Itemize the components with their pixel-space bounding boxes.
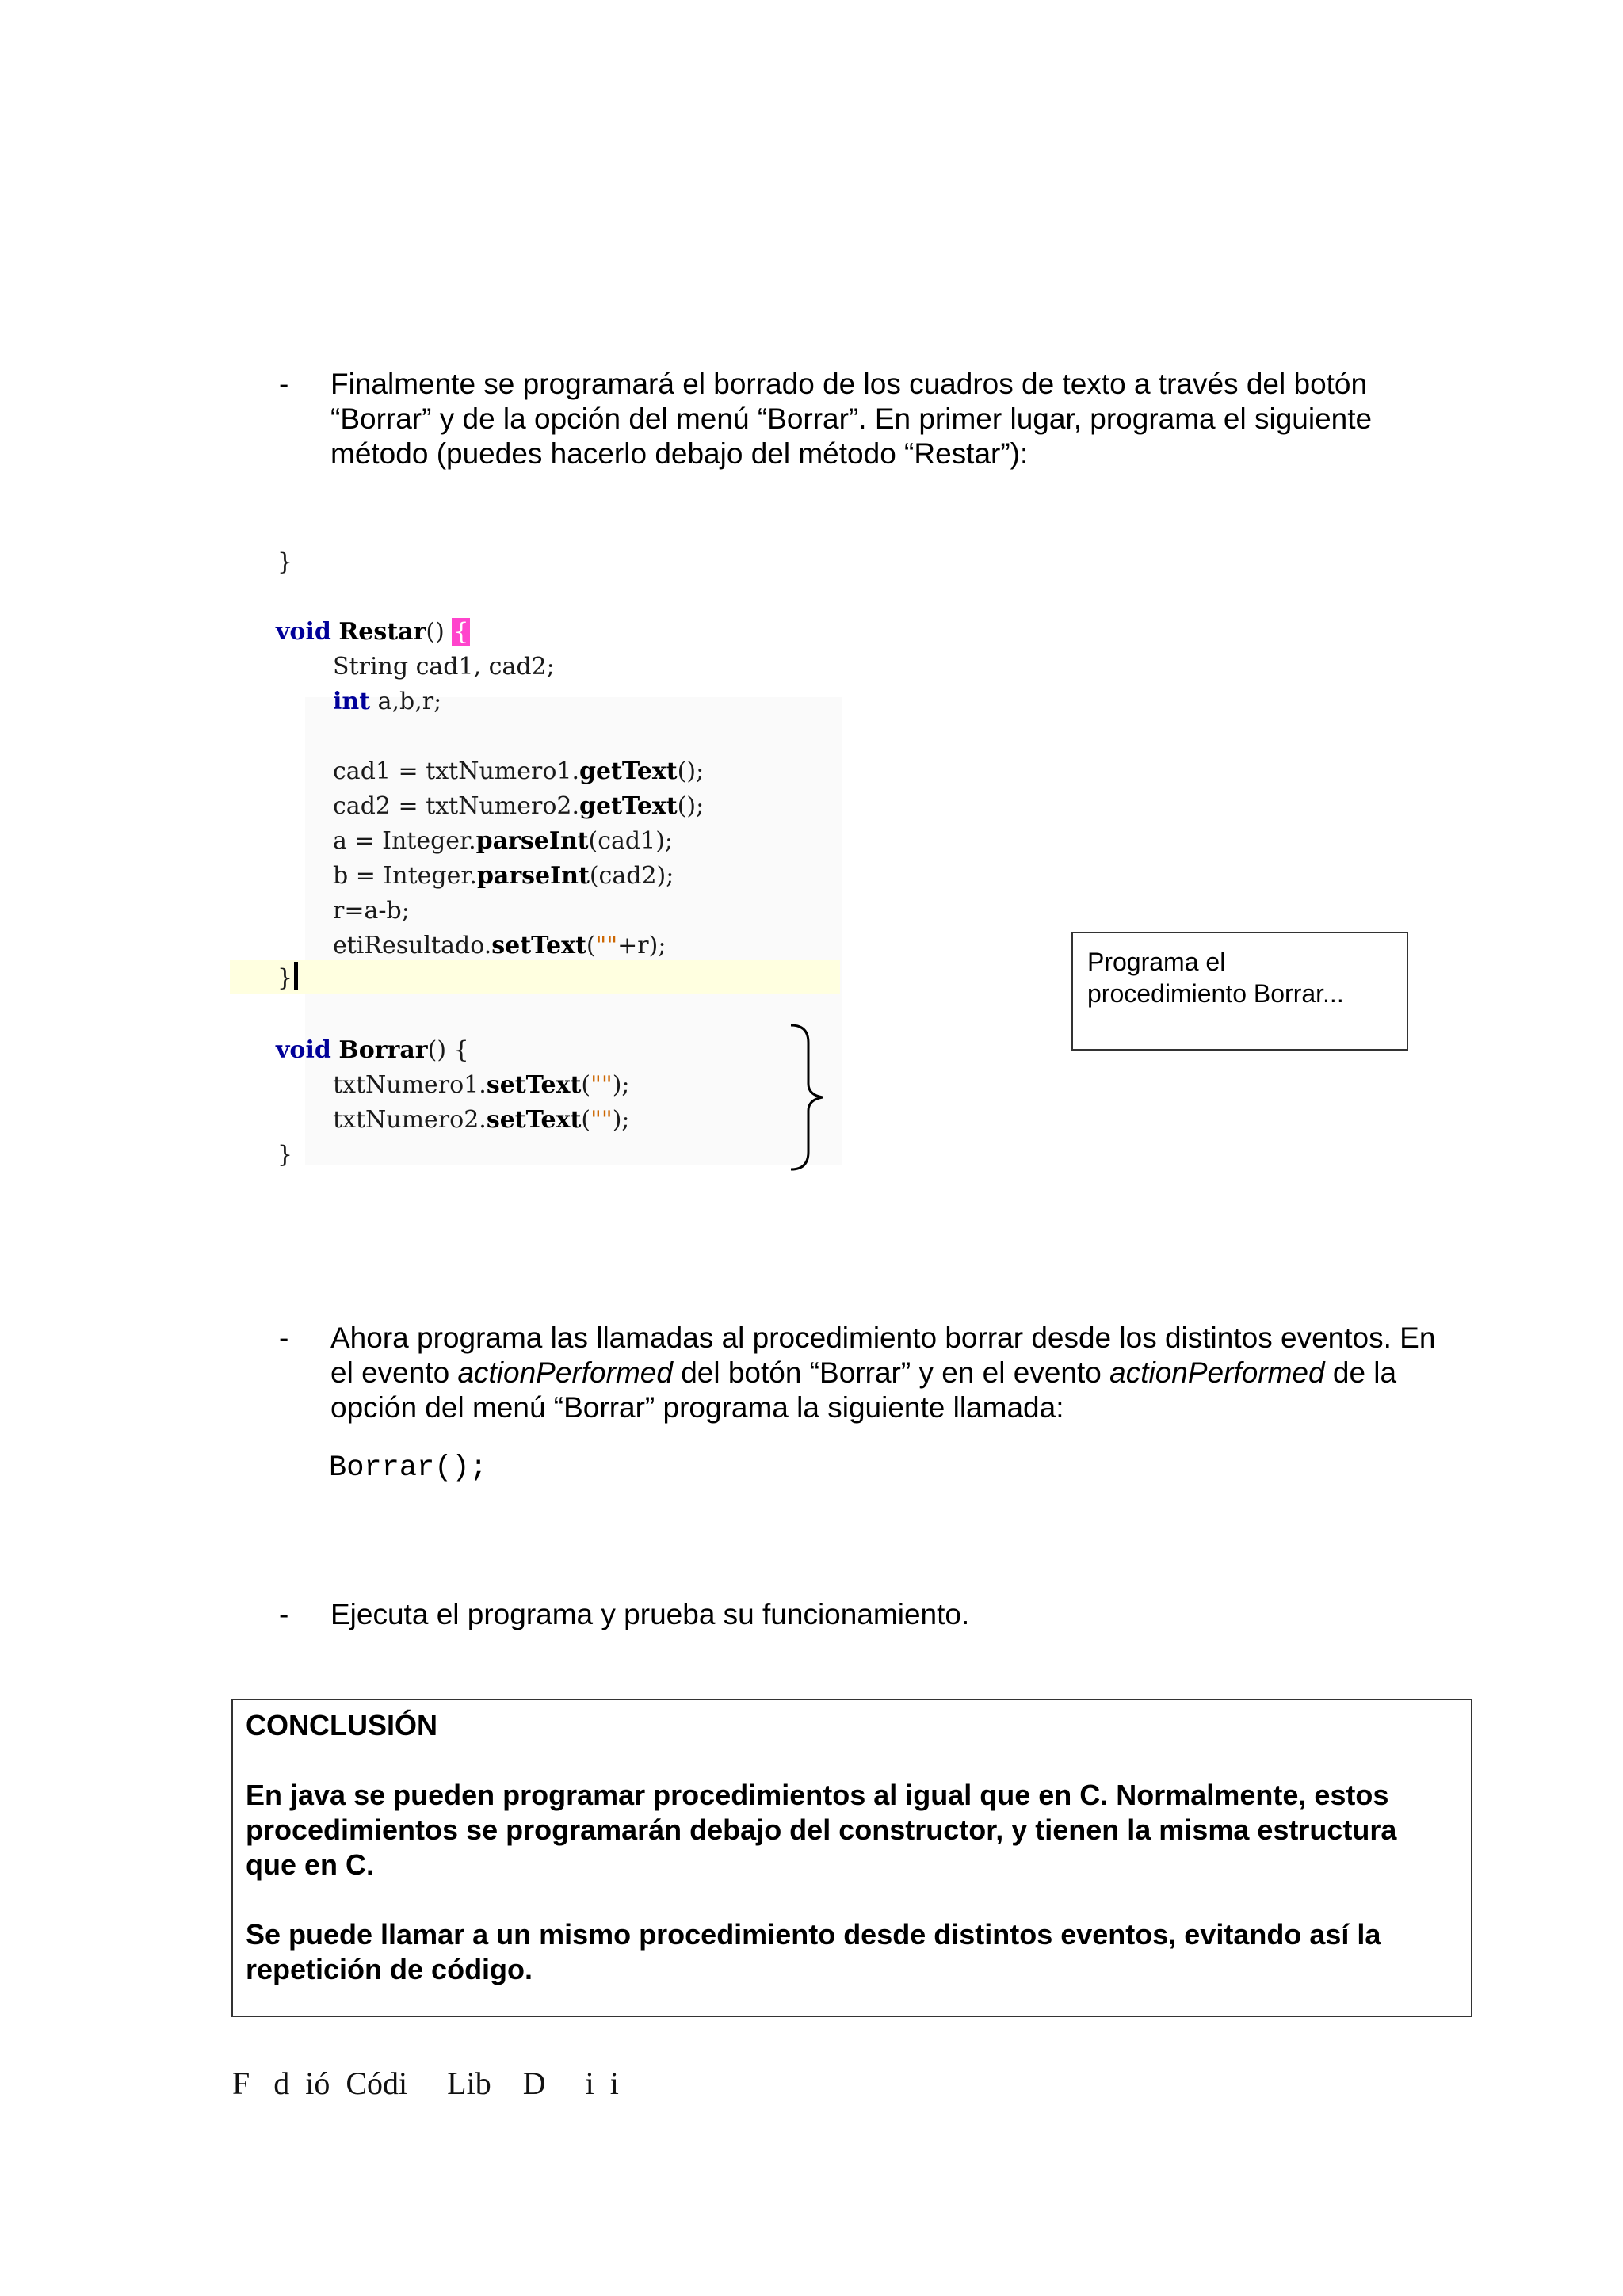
code-line-cad1 xyxy=(333,756,704,788)
code-token: ); xyxy=(612,1071,630,1099)
bullet-marker: - xyxy=(279,368,289,400)
code-token: ); xyxy=(612,1106,630,1134)
code-line-string: String cad1, cad2; xyxy=(333,653,555,681)
paragraph-line: opción del menú “Borrar” programa la siguiente llamada: xyxy=(330,1391,1064,1424)
conclusion-title: CONCLUSIÓN xyxy=(246,1709,437,1741)
paragraph-finalmente xyxy=(330,367,1372,471)
code-line-txt2 xyxy=(333,1104,630,1136)
spacer xyxy=(246,1882,1458,1917)
conclusion-line: procedimientos se programarán debajo del constructor, y tienen la misma estructura xyxy=(246,1814,1397,1846)
code-token: (); xyxy=(677,792,705,820)
code-string: "" xyxy=(590,1071,613,1099)
paragraph-line: Ahora programa las llamadas al procedimiento borrar desde los distintos eventos. En xyxy=(330,1322,1436,1354)
conclusion-line: que en C. xyxy=(246,1848,375,1881)
spacer xyxy=(246,1743,1458,1778)
code-method-call: setText xyxy=(486,1071,582,1099)
text-run: de la xyxy=(1324,1356,1397,1389)
code-line-close-prev: } xyxy=(277,548,293,576)
code-method-call: setText xyxy=(491,932,586,959)
code-token: b = Integer. xyxy=(333,862,477,890)
page-footer: F d ió Códi Lib D i i xyxy=(232,2065,619,2101)
paragraph-line: Finalmente se programará el borrado de los cuadros de texto a través del botón xyxy=(330,368,1368,400)
code-token: () { xyxy=(427,1036,469,1064)
code-line-borrar-signature xyxy=(276,1035,469,1066)
conclusion-line: repetición de código. xyxy=(246,1953,533,1985)
code-current-line-highlight xyxy=(230,960,840,994)
code-line-eti xyxy=(333,930,666,962)
text-run: el evento xyxy=(330,1356,458,1389)
code-string: "" xyxy=(595,932,618,959)
text-run: del botón “Borrar” y en el evento xyxy=(672,1356,1110,1389)
code-line-txt1 xyxy=(333,1070,630,1101)
code-token: (cad2); xyxy=(589,862,674,890)
code-method-call: setText xyxy=(486,1106,582,1134)
paragraph-line: “Borrar” y de la opción del menú “Borrar”. En primer lugar, programa el siguiente xyxy=(330,402,1373,435)
curly-brace-path xyxy=(791,1025,823,1169)
code-token: (); xyxy=(677,757,705,785)
code-token: etiResultado. xyxy=(333,932,492,959)
code-token: txtNumero1. xyxy=(333,1071,487,1099)
paragraph-line xyxy=(330,1356,1435,1390)
code-line-r: r=a-b; xyxy=(333,897,410,925)
code-line-int xyxy=(333,686,441,718)
code-method-name: Borrar xyxy=(338,1036,428,1064)
bullet-marker: - xyxy=(279,1322,289,1354)
code-method-call: getText xyxy=(579,792,678,820)
conclusion-line: Se puede llamar a un mismo procedimiento desde distintos eventos, evitando así la xyxy=(246,1918,1381,1951)
code-string: "" xyxy=(590,1106,613,1134)
callout-box xyxy=(1071,932,1408,1051)
code-token: (cad1); xyxy=(588,827,674,855)
callout-line: Programa el xyxy=(1087,948,1226,976)
code-token: ( xyxy=(586,932,596,959)
callout-line: procedimiento Borrar... xyxy=(1087,979,1344,1008)
code-brace-highlight: { xyxy=(453,618,469,646)
code-method-name: Restar xyxy=(338,618,426,646)
code-line-cad2 xyxy=(333,791,704,822)
emphasis-text: actionPerformed xyxy=(1109,1356,1325,1389)
conclusion-box xyxy=(231,1699,1472,2017)
paragraph-ahora xyxy=(330,1321,1435,1425)
conclusion-line: En java se pueden programar procedimientos al igual que en C. Normalmente, estos xyxy=(246,1779,1389,1811)
code-method-call: parseInt xyxy=(476,862,590,890)
bullet-marker: - xyxy=(279,1598,289,1630)
call-code-snippet: Borrar(); xyxy=(329,1451,487,1485)
curly-brace-annotation xyxy=(785,1022,840,1173)
code-token: cad1 = txtNumero1. xyxy=(333,757,580,785)
code-token: cad2 = txtNumero2. xyxy=(333,792,580,820)
code-line-close-borrar: } xyxy=(277,1141,293,1169)
code-token: ( xyxy=(581,1106,591,1134)
code-method-call: parseInt xyxy=(475,827,589,855)
code-keyword: void xyxy=(276,1036,331,1064)
code-token: txtNumero2. xyxy=(333,1106,487,1134)
code-line-restar-signature xyxy=(276,616,470,648)
code-token: +r); xyxy=(617,932,666,959)
paragraph-ejecuta: Ejecuta el programa y prueba su funcionamiento. xyxy=(330,1598,970,1630)
code-token: ( xyxy=(581,1071,591,1099)
code-keyword: void xyxy=(276,618,331,646)
code-token: } xyxy=(277,964,293,992)
code-line-b xyxy=(333,860,674,892)
paragraph-line: método (puedes hacerlo debajo del método “Restar”): xyxy=(330,437,1029,470)
code-method-call: getText xyxy=(579,757,678,785)
code-keyword: int xyxy=(333,688,371,715)
code-token: () xyxy=(426,618,453,646)
code-token: a,b,r; xyxy=(370,688,442,715)
code-line-close-restar xyxy=(277,962,298,994)
emphasis-text: actionPerformed xyxy=(457,1356,673,1389)
code-line-a xyxy=(333,826,673,857)
text-cursor xyxy=(294,962,298,990)
code-token: a = Integer. xyxy=(333,827,476,855)
